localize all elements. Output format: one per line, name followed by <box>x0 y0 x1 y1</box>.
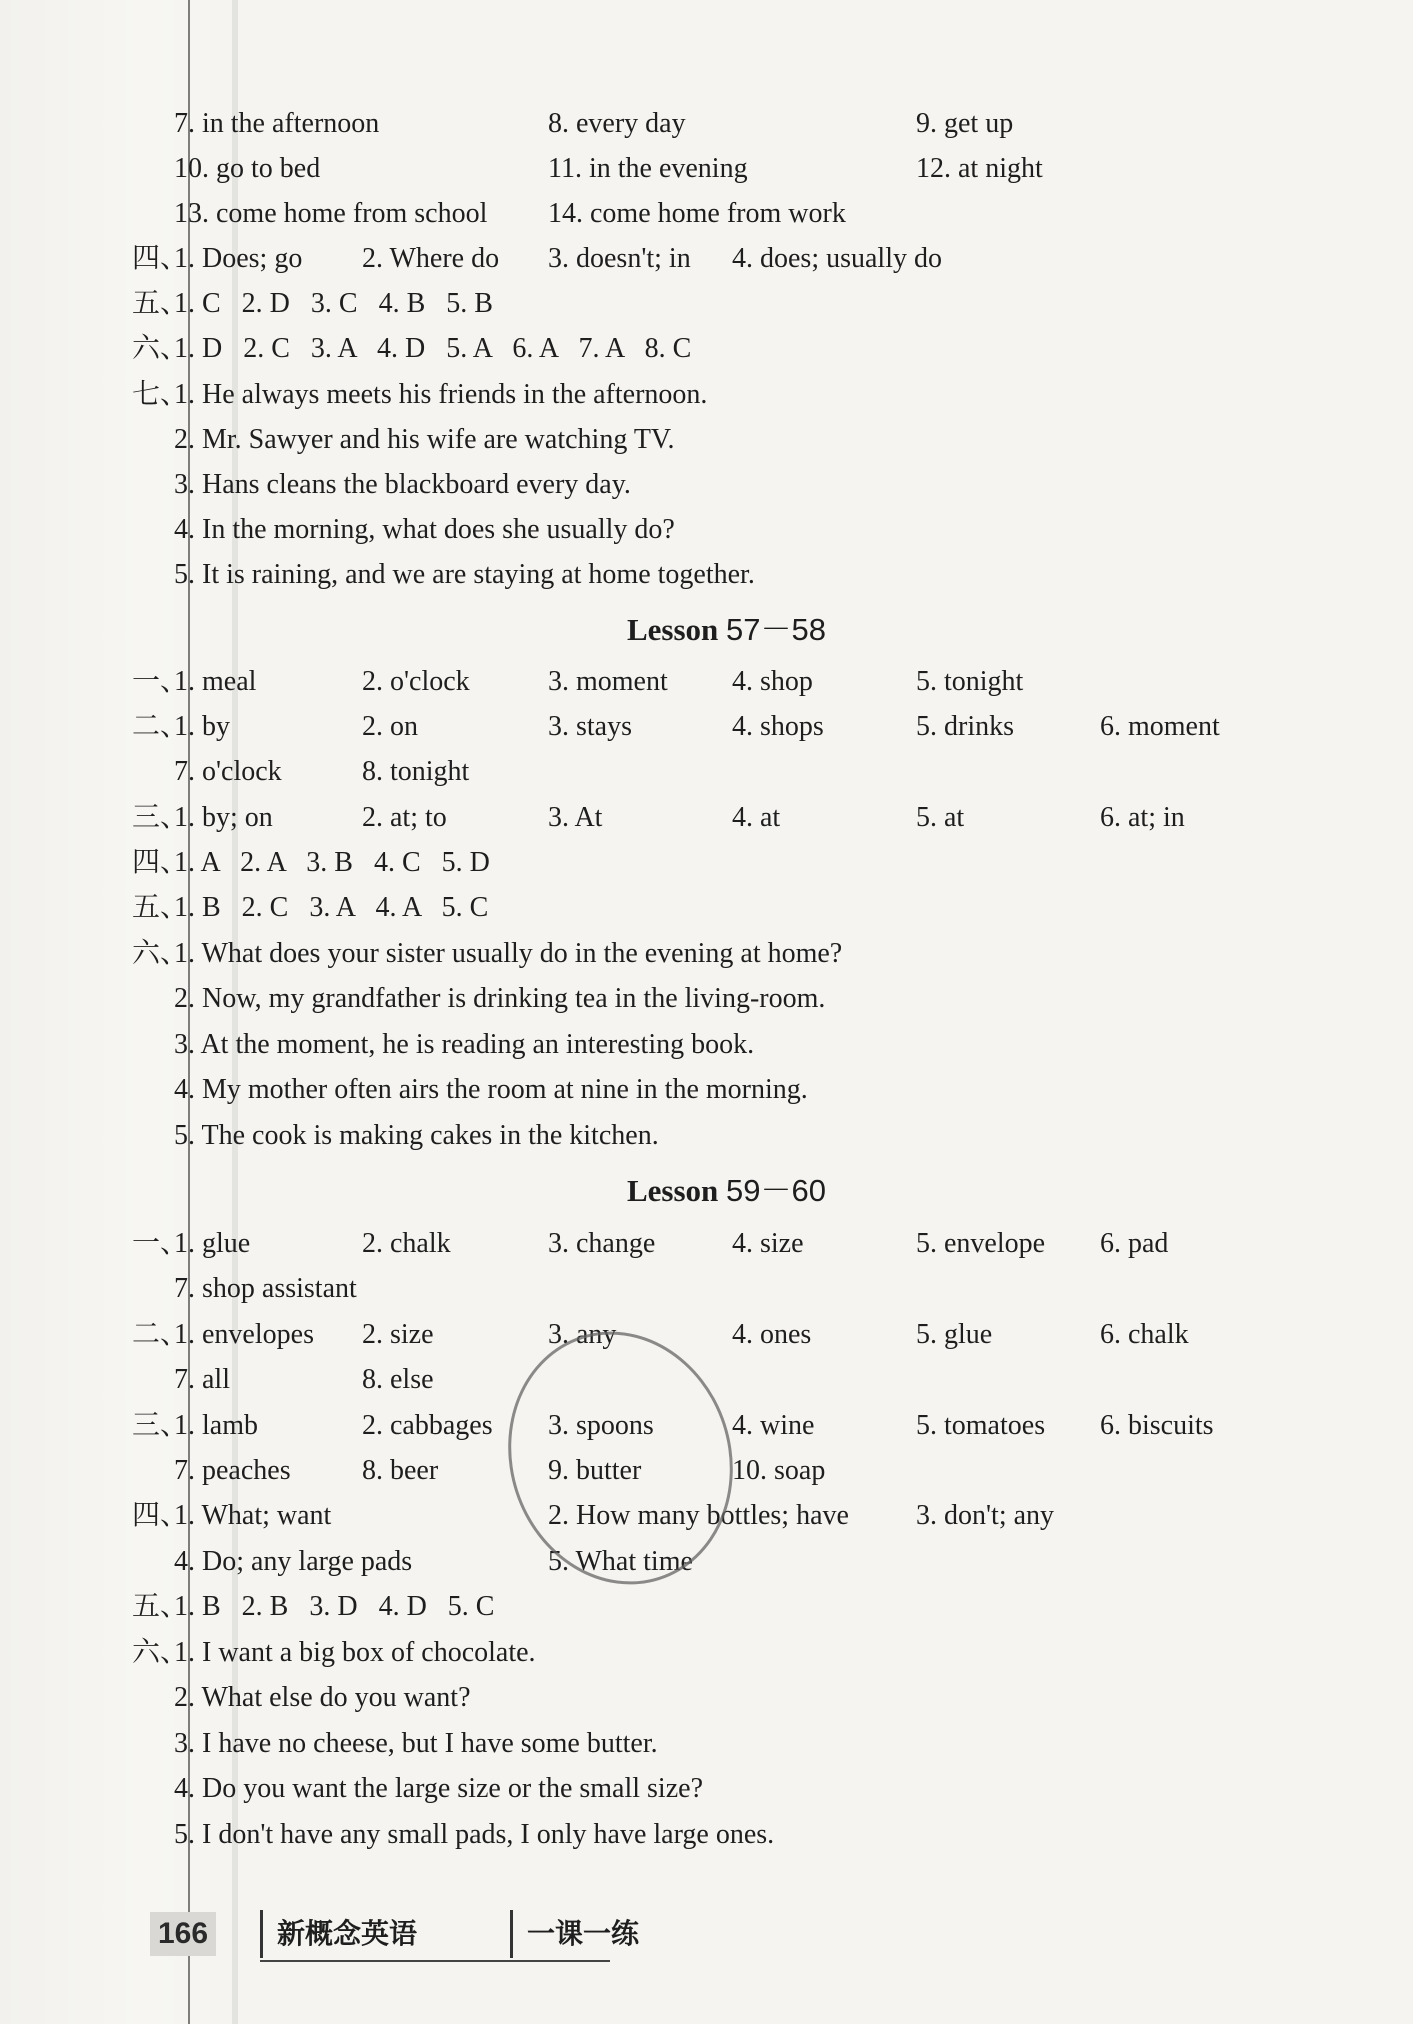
footer-rule <box>260 1960 610 1962</box>
list-item: 1. by; on <box>174 802 273 833</box>
section-6-answers <box>0 932 1413 976</box>
list-item: 2. cabbages <box>362 1410 493 1441</box>
list-item: 4. shops <box>732 711 824 742</box>
list-item: 5. drinks <box>916 711 1014 742</box>
list-item: 9. butter <box>548 1455 642 1486</box>
list-item: 2. Where do <box>362 243 500 274</box>
phrase-row <box>0 192 1413 236</box>
sentence-row <box>0 1114 1413 1158</box>
list-item: 6. chalk <box>1100 1319 1189 1350</box>
sentence-row <box>0 1676 1413 1720</box>
sentence: 4. My mother often airs the room at nine in the morning. <box>174 1074 808 1105</box>
list-item: 7. all <box>174 1364 230 1395</box>
list-item: 4. ones <box>732 1319 812 1350</box>
book-title: 新概念英语 <box>260 1910 417 1958</box>
section-6-answers <box>0 1631 1413 1675</box>
choice-answers: 1. A 2. A 3. B 4. C 5. D <box>174 847 490 878</box>
list-item: 5. at <box>916 802 965 833</box>
list-item: 2. How many bottles; have <box>548 1500 849 1531</box>
section-label: 一、 <box>132 1228 189 1259</box>
section-label: 五、 <box>132 1591 189 1622</box>
page-number: 166 <box>150 1912 216 1956</box>
sentence-row <box>0 463 1413 507</box>
list-item: 8. every day <box>548 108 686 139</box>
section-label: 三、 <box>132 802 189 833</box>
sentence-row <box>0 553 1413 597</box>
section-label: 六、 <box>132 938 189 969</box>
list-item: 4. wine <box>732 1410 815 1441</box>
sentence-row <box>0 1023 1413 1067</box>
list-item: 8. beer <box>362 1455 439 1486</box>
list-item: 1. Does; go <box>174 243 303 274</box>
list-item: 1. envelopes <box>174 1319 314 1350</box>
list-item: 5. envelope <box>916 1228 1046 1259</box>
lesson-heading <box>0 607 1413 653</box>
sentence-row <box>0 977 1413 1021</box>
section-label: 四、 <box>132 847 189 878</box>
sentence: 4. Do you want the large size or the small size? <box>174 1773 703 1804</box>
section-label: 五、 <box>132 288 189 319</box>
sentence-row <box>0 508 1413 552</box>
list-item: 2. chalk <box>362 1228 451 1259</box>
choice-answers: 1. B 2. B 3. D 4. D 5. C <box>174 1591 495 1622</box>
sentence: 5. It is raining, and we are staying at home together. <box>174 559 755 590</box>
section-3-answers <box>0 796 1413 840</box>
section-2-answers-cont <box>0 750 1413 794</box>
list-item: 2. size <box>362 1319 434 1350</box>
list-item: 2. at; to <box>362 802 447 833</box>
list-item: 3. stays <box>548 711 632 742</box>
sentence-row <box>0 1722 1413 1766</box>
list-item: 7. in the afternoon <box>174 108 380 139</box>
sentence: 3. At the moment, he is reading an interesting book. <box>174 1029 755 1060</box>
section-label: 二、 <box>132 1319 189 1350</box>
choice-answers: 1. B 2. C 3. A 4. A 5. C <box>174 892 489 923</box>
section-5-answers <box>0 886 1413 930</box>
sentence: 4. In the morning, what does she usually do? <box>174 514 675 545</box>
list-item: 3. doesn't; in <box>548 243 691 274</box>
list-item: 6. pad <box>1100 1228 1169 1259</box>
list-item: 7. o'clock <box>174 756 282 787</box>
list-item: 10. go to bed <box>174 153 321 184</box>
sentence: 1. He always meets his friends in the afternoon. <box>174 379 708 410</box>
sentence-row <box>0 418 1413 462</box>
list-item: 4. does; usually do <box>732 243 942 274</box>
book-subtitle: 一课一练 <box>510 1910 639 1958</box>
list-item: 7. shop assistant <box>174 1273 357 1304</box>
lesson-heading <box>0 1168 1413 1214</box>
sentence: 2. Now, my grandfather is drinking tea in the living-room. <box>174 983 826 1014</box>
list-item: 5. What time <box>548 1546 693 1577</box>
list-item: 12. at night <box>916 153 1043 184</box>
section-2-answers <box>0 705 1413 749</box>
list-item: 13. come home from school <box>174 198 488 229</box>
section-7-answers <box>0 373 1413 417</box>
lesson-title-prefix: Lesson <box>626 1173 727 1208</box>
section-6-answers <box>0 327 1413 371</box>
list-item: 4. size <box>732 1228 804 1259</box>
sentence: 3. Hans cleans the blackboard every day. <box>174 469 631 500</box>
list-item: 14. come home from work <box>548 198 846 229</box>
sentence: 1. I want a big box of chocolate. <box>174 1637 536 1668</box>
section-label: 四、 <box>132 243 189 274</box>
list-item: 3. change <box>548 1228 656 1259</box>
section-label: 二、 <box>132 711 189 742</box>
list-item: 1. glue <box>174 1228 251 1259</box>
choice-answers: 1. D 2. C 3. A 4. D 5. A 6. A 7. A 8. C <box>174 333 692 364</box>
list-item: 2. on <box>362 711 418 742</box>
phrase-row <box>0 102 1413 146</box>
list-item: 6. at; in <box>1100 802 1185 833</box>
section-5-answers <box>0 1585 1413 1629</box>
sentence: 5. I don't have any small pads, I only have large ones. <box>174 1819 775 1850</box>
section-label: 五、 <box>132 892 189 923</box>
phrase-row <box>0 147 1413 191</box>
list-item: 4. shop <box>732 666 813 697</box>
lesson-title-number: 59－60 <box>726 1173 827 1208</box>
list-item: 5. tonight <box>916 666 1024 697</box>
section-1-answers <box>0 1222 1413 1266</box>
section-1-answers <box>0 660 1413 704</box>
sentence-row <box>0 1767 1413 1811</box>
sentence: 2. Mr. Sawyer and his wife are watching TV. <box>174 424 675 455</box>
lesson-title-prefix: Lesson <box>626 612 727 647</box>
list-item: 3. moment <box>548 666 668 697</box>
list-item: 2. o'clock <box>362 666 470 697</box>
choice-answers: 1. C 2. D 3. C 4. B 5. B <box>174 288 493 319</box>
section-2-answers <box>0 1313 1413 1357</box>
section-label: 四、 <box>132 1500 189 1531</box>
list-item: 6. moment <box>1100 711 1220 742</box>
page-footer <box>150 1908 710 1964</box>
list-item: 11. in the evening <box>548 153 748 184</box>
list-item: 10. soap <box>732 1455 826 1486</box>
list-item: 3. spoons <box>548 1410 654 1441</box>
list-item: 4. Do; any large pads <box>174 1546 413 1577</box>
list-item: 3. don't; any <box>916 1500 1055 1531</box>
sentence-row <box>0 1068 1413 1112</box>
list-item: 5. tomatoes <box>916 1410 1046 1441</box>
list-item: 9. get up <box>916 108 1014 139</box>
list-item: 1. What; want <box>174 1500 332 1531</box>
sentence: 5. The cook is making cakes in the kitchen. <box>174 1120 659 1151</box>
section-label: 六、 <box>132 1637 189 1668</box>
section-1-answers-cont <box>0 1267 1413 1311</box>
section-label: 一、 <box>132 666 189 697</box>
sentence-row <box>0 1813 1413 1857</box>
list-item: 5. glue <box>916 1319 993 1350</box>
list-item: 1. lamb <box>174 1410 258 1441</box>
section-4-answers <box>0 841 1413 885</box>
list-item: 1. meal <box>174 666 257 697</box>
list-item: 3. any <box>548 1319 617 1350</box>
section-label: 七、 <box>132 379 189 410</box>
section-label: 六、 <box>132 333 189 364</box>
list-item: 4. at <box>732 802 781 833</box>
list-item: 8. tonight <box>362 756 470 787</box>
list-item: 6. biscuits <box>1100 1410 1214 1441</box>
sentence: 1. What does your sister usually do in the evening at home? <box>174 938 843 969</box>
list-item: 8. else <box>362 1364 434 1395</box>
section-4-answers <box>0 237 1413 281</box>
list-item: 1. by <box>174 711 230 742</box>
sentence: 2. What else do you want? <box>174 1682 471 1713</box>
list-item: 7. peaches <box>174 1455 291 1486</box>
sentence: 3. I have no cheese, but I have some butter. <box>174 1728 658 1759</box>
section-label: 三、 <box>132 1410 189 1441</box>
list-item: 3. At <box>548 802 603 833</box>
lesson-title-number: 57－58 <box>726 612 827 647</box>
section-5-answers <box>0 282 1413 326</box>
